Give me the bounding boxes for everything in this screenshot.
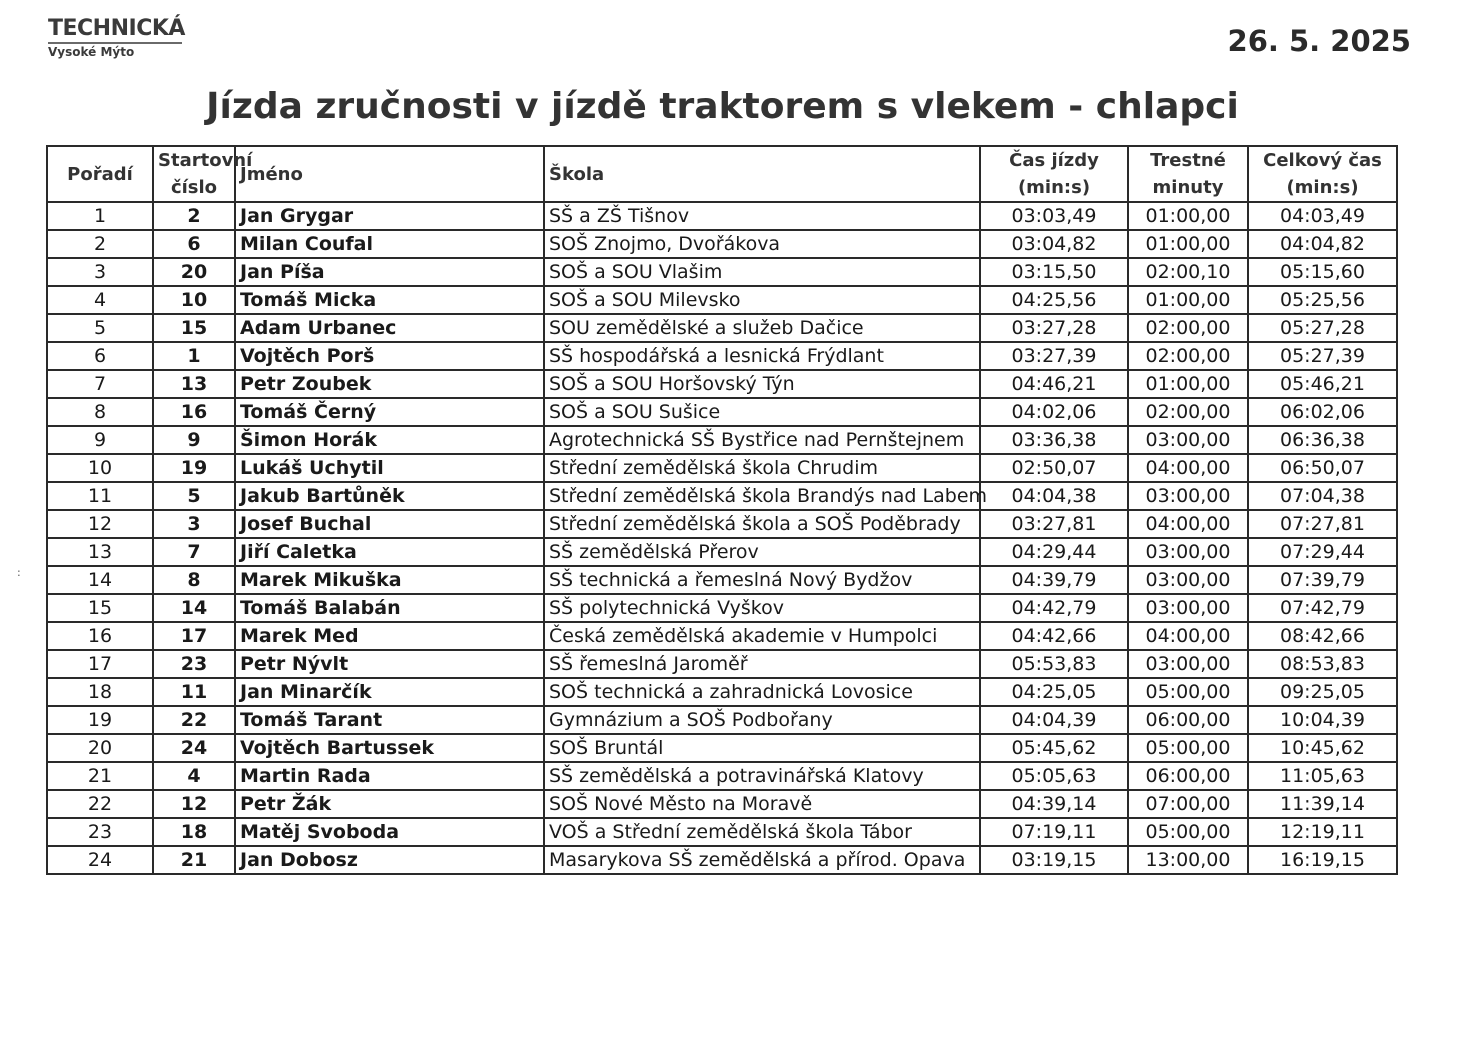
- cell-start-number: 5: [153, 482, 235, 510]
- cell-school: SŠ hospodářská a lesnická Frýdlant: [544, 342, 980, 370]
- cell-penalty: 01:00,00: [1128, 286, 1248, 314]
- cell-school: VOŠ a Střední zemědělská škola Tábor: [544, 818, 980, 846]
- cell-start-number: 2: [153, 202, 235, 230]
- cell-total-time: 05:27,28: [1248, 314, 1397, 342]
- cell-rank: 22: [47, 790, 153, 818]
- logo-main-text: TECHNICKÁ: [48, 16, 185, 41]
- cell-rank: 18: [47, 678, 153, 706]
- cell-school: Agrotechnická SŠ Bystřice nad Pernštejnem: [544, 426, 980, 454]
- header-total-line-1: Celkový čas: [1263, 150, 1382, 171]
- table-row: [47, 622, 1397, 650]
- cell-total-time: 10:45,62: [1248, 734, 1397, 762]
- cell-total-time: 07:04,38: [1248, 482, 1397, 510]
- cell-start-number: 19: [153, 454, 235, 482]
- header-rank: Pořadí: [47, 146, 153, 202]
- cell-penalty: 03:00,00: [1128, 566, 1248, 594]
- cell-school: SŠ technická a řemeslná Nový Bydžov: [544, 566, 980, 594]
- cell-total-time: 06:02,06: [1248, 398, 1397, 426]
- cell-rank: 9: [47, 426, 153, 454]
- cell-ride-time: 04:25,56: [980, 286, 1128, 314]
- cell-school: Střední zemědělská škola Chrudim: [544, 454, 980, 482]
- cell-start-number: 21: [153, 846, 235, 874]
- cell-name: Matěj Svoboda: [235, 818, 544, 846]
- cell-school: Střední zemědělská škola a SOŠ Poděbrady: [544, 510, 980, 538]
- cell-name: Jan Grygar: [235, 202, 544, 230]
- cell-total-time: 12:19,11: [1248, 818, 1397, 846]
- table-row: [47, 678, 1397, 706]
- cell-total-time: 08:53,83: [1248, 650, 1397, 678]
- header-start-line-2: číslo: [170, 177, 218, 198]
- cell-ride-time: 03:36,38: [980, 426, 1128, 454]
- cell-school: Střední zemědělská škola Brandýs nad Labem: [544, 482, 980, 510]
- cell-name: Tomáš Micka: [235, 286, 544, 314]
- cell-penalty: 06:00,00: [1128, 762, 1248, 790]
- cell-penalty: 05:00,00: [1128, 678, 1248, 706]
- logo-underline: [48, 42, 182, 44]
- cell-name: Petr Zoubek: [235, 370, 544, 398]
- cell-penalty: 02:00,10: [1128, 258, 1248, 286]
- cell-rank: 23: [47, 818, 153, 846]
- cell-rank: 10: [47, 454, 153, 482]
- cell-ride-time: 04:04,39: [980, 706, 1128, 734]
- cell-name: Vojtěch Bartussek: [235, 734, 544, 762]
- cell-ride-time: 04:42,66: [980, 622, 1128, 650]
- cell-name: Milan Coufal: [235, 230, 544, 258]
- table-row: [47, 650, 1397, 678]
- cell-school: SOŠ a SOU Horšovský Týn: [544, 370, 980, 398]
- cell-name: Marek Mikuška: [235, 566, 544, 594]
- cell-penalty: 04:00,00: [1128, 454, 1248, 482]
- cell-total-time: 07:27,81: [1248, 510, 1397, 538]
- table-row: [47, 510, 1397, 538]
- header-time-line-2: (min:s): [1017, 177, 1091, 198]
- cell-ride-time: 03:04,82: [980, 230, 1128, 258]
- cell-penalty: 05:00,00: [1128, 734, 1248, 762]
- header-total-line-2: (min:s): [1286, 177, 1359, 198]
- table-row: [47, 398, 1397, 426]
- cell-total-time: 05:46,21: [1248, 370, 1397, 398]
- cell-name: Petr Žák: [235, 790, 544, 818]
- cell-ride-time: 04:39,14: [980, 790, 1128, 818]
- cell-ride-time: 03:15,50: [980, 258, 1128, 286]
- cell-rank: 5: [47, 314, 153, 342]
- cell-start-number: 22: [153, 706, 235, 734]
- header-time-line-1: Čas jízdy: [1009, 150, 1099, 171]
- cell-penalty: 02:00,00: [1128, 342, 1248, 370]
- cell-school: Gymnázium a SOŠ Podbořany: [544, 706, 980, 734]
- cell-ride-time: 04:46,21: [980, 370, 1128, 398]
- cell-name: Marek Med: [235, 622, 544, 650]
- cell-ride-time: 05:05,63: [980, 762, 1128, 790]
- cell-ride-time: 03:27,28: [980, 314, 1128, 342]
- cell-total-time: 06:36,38: [1248, 426, 1397, 454]
- table-row: [47, 342, 1397, 370]
- cell-rank: 15: [47, 594, 153, 622]
- cell-school: SOŠ a SOU Vlašim: [544, 258, 980, 286]
- header-start-number: [153, 146, 253, 202]
- cell-rank: 16: [47, 622, 153, 650]
- cell-name: Tomáš Černý: [235, 398, 544, 426]
- cell-rank: 3: [47, 258, 153, 286]
- cell-rank: 4: [47, 286, 153, 314]
- cell-penalty: 03:00,00: [1128, 426, 1248, 454]
- cell-total-time: 07:39,79: [1248, 566, 1397, 594]
- table-row: [47, 762, 1397, 790]
- table-row: [47, 734, 1397, 762]
- table-row: [47, 258, 1397, 286]
- table-row: [47, 482, 1397, 510]
- cell-total-time: 05:27,39: [1248, 342, 1397, 370]
- cell-penalty: 01:00,00: [1128, 202, 1248, 230]
- cell-school: SOŠ a SOU Milevsko: [544, 286, 980, 314]
- cell-rank: 17: [47, 650, 153, 678]
- cell-rank: 6: [47, 342, 153, 370]
- cell-penalty: 03:00,00: [1128, 650, 1248, 678]
- header-penalty-line-1: Trestné: [1150, 150, 1226, 171]
- cell-school: SŠ řemeslná Jaroměř: [544, 650, 980, 678]
- cell-start-number: 15: [153, 314, 235, 342]
- cell-ride-time: 03:19,15: [980, 846, 1128, 874]
- cell-school: Masarykova SŠ zemědělská a přírod. Opava: [544, 846, 980, 874]
- table-row: [47, 818, 1397, 846]
- cell-total-time: 05:15,60: [1248, 258, 1397, 286]
- cell-start-number: 7: [153, 538, 235, 566]
- cell-start-number: 14: [153, 594, 235, 622]
- cell-start-number: 20: [153, 258, 235, 286]
- school-logo: [48, 18, 185, 58]
- results-table: [46, 145, 1398, 875]
- cell-penalty: 03:00,00: [1128, 594, 1248, 622]
- cell-start-number: 11: [153, 678, 235, 706]
- cell-rank: 11: [47, 482, 153, 510]
- header-ride-time: [980, 146, 1128, 202]
- cell-start-number: 4: [153, 762, 235, 790]
- cell-start-number: 13: [153, 370, 235, 398]
- cell-name: Martin Rada: [235, 762, 544, 790]
- cell-name: Jiří Caletka: [235, 538, 544, 566]
- cell-rank: 19: [47, 706, 153, 734]
- cell-start-number: 12: [153, 790, 235, 818]
- cell-start-number: 18: [153, 818, 235, 846]
- table-row: [47, 230, 1397, 258]
- table-row: [47, 566, 1397, 594]
- table-row: [47, 370, 1397, 398]
- cell-school: Česká zemědělská akademie v Humpolci: [544, 622, 980, 650]
- cell-start-number: 6: [153, 230, 235, 258]
- cell-school: SOŠ technická a zahradnická Lovosice: [544, 678, 980, 706]
- logo-sub-text: Vysoké Mýto: [48, 45, 135, 59]
- table-row: [47, 846, 1397, 874]
- cell-ride-time: 05:53,83: [980, 650, 1128, 678]
- cell-school: SŠ zemědělská a potravinářská Klatovy: [544, 762, 980, 790]
- cell-name: Jan Dobosz: [235, 846, 544, 874]
- cell-school: SOŠ Znojmo, Dvořákova: [544, 230, 980, 258]
- cell-name: Vojtěch Porš: [235, 342, 544, 370]
- cell-start-number: 1: [153, 342, 235, 370]
- cell-rank: 20: [47, 734, 153, 762]
- cell-total-time: 04:03,49: [1248, 202, 1397, 230]
- cell-rank: 1: [47, 202, 153, 230]
- cell-penalty: 01:00,00: [1128, 230, 1248, 258]
- cell-penalty: 07:00,00: [1128, 790, 1248, 818]
- cell-ride-time: 03:27,81: [980, 510, 1128, 538]
- cell-name: Jan Minarčík: [235, 678, 544, 706]
- header-name: Jméno: [235, 146, 544, 202]
- cell-start-number: 8: [153, 566, 235, 594]
- cell-penalty: 02:00,00: [1128, 398, 1248, 426]
- cell-ride-time: 04:39,79: [980, 566, 1128, 594]
- cell-ride-time: 04:04,38: [980, 482, 1128, 510]
- cell-rank: 7: [47, 370, 153, 398]
- table-row: [47, 314, 1397, 342]
- cell-name: Jan Píša: [235, 258, 544, 286]
- cell-ride-time: 04:42,79: [980, 594, 1128, 622]
- table-row: [47, 202, 1397, 230]
- table-row: [47, 538, 1397, 566]
- cell-rank: 13: [47, 538, 153, 566]
- cell-rank: 14: [47, 566, 153, 594]
- cell-penalty: 04:00,00: [1128, 622, 1248, 650]
- cell-rank: 21: [47, 762, 153, 790]
- cell-total-time: 09:25,05: [1248, 678, 1397, 706]
- cell-ride-time: 04:02,06: [980, 398, 1128, 426]
- cell-ride-time: 03:27,39: [980, 342, 1128, 370]
- cell-rank: 8: [47, 398, 153, 426]
- cell-start-number: 3: [153, 510, 235, 538]
- table-row: [47, 426, 1397, 454]
- cell-name: Lukáš Uchytil: [235, 454, 544, 482]
- cell-penalty: 01:00,00: [1128, 370, 1248, 398]
- cell-school: SŠ polytechnická Vyškov: [544, 594, 980, 622]
- header-penalty-line-2: minuty: [1152, 177, 1224, 198]
- cell-penalty: 03:00,00: [1128, 538, 1248, 566]
- cell-school: SOŠ Bruntál: [544, 734, 980, 762]
- cell-penalty: 13:00,00: [1128, 846, 1248, 874]
- header-penalty: [1128, 146, 1248, 202]
- header-total-time: [1248, 146, 1397, 202]
- cell-total-time: 16:19,15: [1248, 846, 1397, 874]
- cell-rank: 12: [47, 510, 153, 538]
- cell-school: SOŠ a SOU Sušice: [544, 398, 980, 426]
- cell-total-time: 07:42,79: [1248, 594, 1397, 622]
- cell-total-time: 07:29,44: [1248, 538, 1397, 566]
- cell-name: Jakub Bartůněk: [235, 482, 544, 510]
- cell-rank: 24: [47, 846, 153, 874]
- cell-ride-time: 02:50,07: [980, 454, 1128, 482]
- cell-total-time: 08:42,66: [1248, 622, 1397, 650]
- scan-mark: :: [17, 566, 21, 579]
- cell-start-number: 24: [153, 734, 235, 762]
- cell-penalty: 04:00,00: [1128, 510, 1248, 538]
- cell-school: SOU zemědělské a služeb Dačice: [544, 314, 980, 342]
- cell-name: Tomáš Tarant: [235, 706, 544, 734]
- cell-total-time: 11:05,63: [1248, 762, 1397, 790]
- cell-school: SOŠ Nové Město na Moravě: [544, 790, 980, 818]
- cell-penalty: 05:00,00: [1128, 818, 1248, 846]
- cell-start-number: 9: [153, 426, 235, 454]
- table-row: [47, 594, 1397, 622]
- cell-start-number: 10: [153, 286, 235, 314]
- cell-total-time: 06:50,07: [1248, 454, 1397, 482]
- cell-name: Petr Nývlt: [235, 650, 544, 678]
- cell-name: Šimon Horák: [235, 426, 544, 454]
- cell-name: Adam Urbanec: [235, 314, 544, 342]
- cell-name: Josef Buchal: [235, 510, 544, 538]
- cell-penalty: 03:00,00: [1128, 482, 1248, 510]
- cell-total-time: 10:04,39: [1248, 706, 1397, 734]
- table-row: [47, 286, 1397, 314]
- header-school: Škola: [544, 146, 980, 202]
- cell-penalty: 02:00,00: [1128, 314, 1248, 342]
- cell-ride-time: 07:19,11: [980, 818, 1128, 846]
- cell-total-time: 04:04,82: [1248, 230, 1397, 258]
- header-start-line-1: Startovní: [158, 150, 253, 171]
- cell-total-time: 11:39,14: [1248, 790, 1397, 818]
- table-row: [47, 454, 1397, 482]
- cell-school: SŠ zemědělská Přerov: [544, 538, 980, 566]
- cell-penalty: 06:00,00: [1128, 706, 1248, 734]
- cell-name: Tomáš Balabán: [235, 594, 544, 622]
- table-header-row: [47, 146, 1397, 202]
- results-body: [47, 202, 1397, 874]
- table-row: [47, 790, 1397, 818]
- cell-start-number: 16: [153, 398, 235, 426]
- cell-total-time: 05:25,56: [1248, 286, 1397, 314]
- table-row: [47, 706, 1397, 734]
- cell-ride-time: 03:03,49: [980, 202, 1128, 230]
- cell-ride-time: 04:29,44: [980, 538, 1128, 566]
- cell-rank: 2: [47, 230, 153, 258]
- page-title: Jízda zručnosti v jízdě traktorem s vlekem - chlapci: [206, 86, 1239, 127]
- cell-school: SŠ a ZŠ Tišnov: [544, 202, 980, 230]
- cell-start-number: 23: [153, 650, 235, 678]
- cell-start-number: 17: [153, 622, 235, 650]
- cell-ride-time: 05:45,62: [980, 734, 1128, 762]
- cell-ride-time: 04:25,05: [980, 678, 1128, 706]
- document-date: 26. 5. 2025: [1227, 24, 1411, 58]
